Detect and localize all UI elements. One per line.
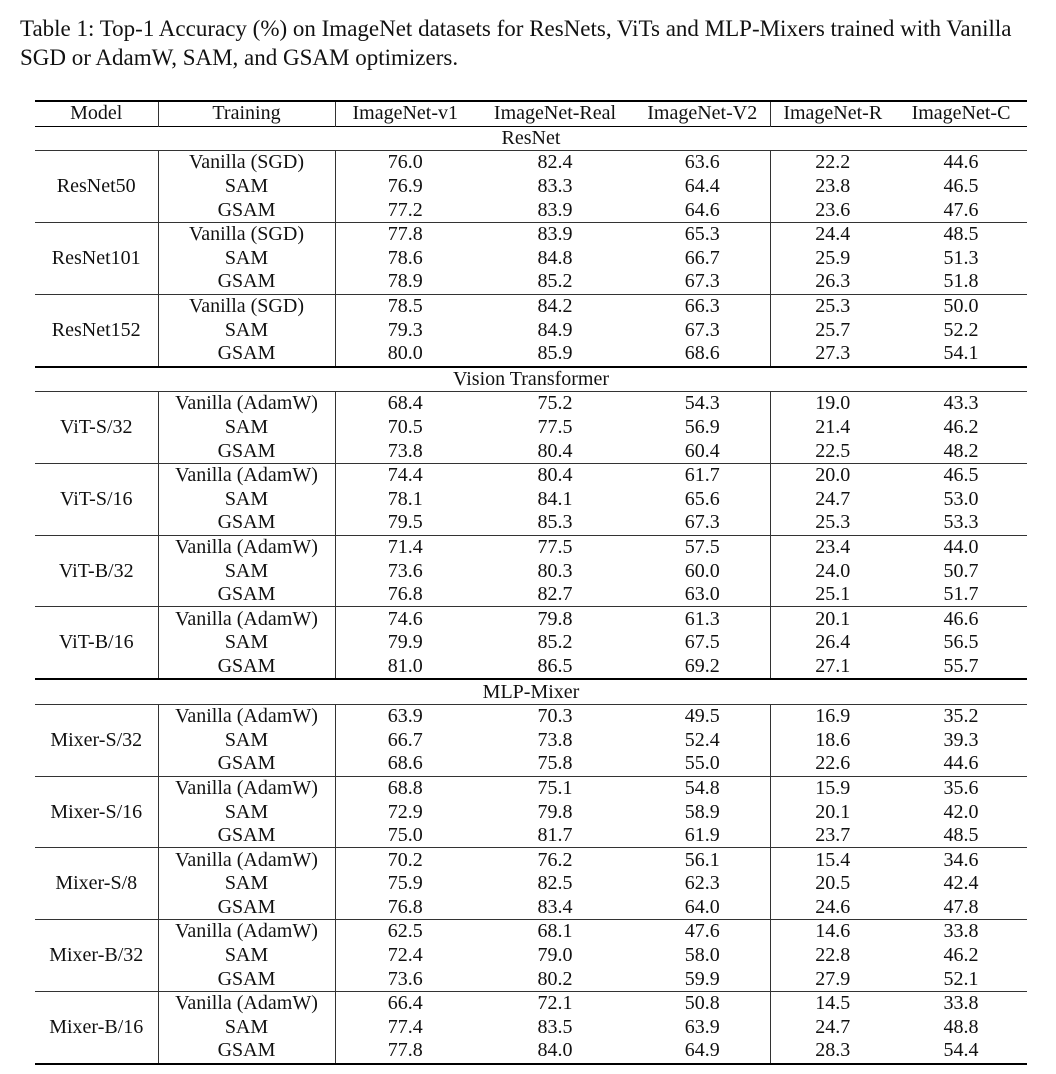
value-cell: 50.7 — [943, 559, 979, 582]
table-row — [35, 583, 1027, 607]
model-cell: ViT-B/16 — [35, 607, 158, 679]
value-cell: 83.4 — [537, 895, 573, 918]
value-cell: 65.3 — [635, 222, 770, 246]
table-row — [35, 198, 1027, 222]
table-row — [35, 318, 1027, 342]
header-imagenet-c: ImageNet-C — [911, 102, 1011, 125]
value-cell: 77.5 — [537, 416, 573, 439]
results-table — [35, 100, 1027, 1065]
table-caption: Table 1: Top-1 Accuracy (%) on ImageNet datasets for ResNets, ViTs and MLP-Mixers trained with Vanilla SGD or AdamW, SAM, and GSAM optimizers. — [20, 16, 1012, 70]
value-cell: 70.2 — [387, 848, 423, 871]
value-cell: 54.3 — [635, 392, 770, 416]
value-cell: 46.6 — [943, 607, 979, 630]
value-cell: 15.4 — [815, 848, 851, 871]
training-cell: SAM — [158, 872, 335, 896]
value-cell: 15.9 — [815, 776, 851, 799]
value-cell: 22.5 — [815, 439, 851, 462]
table-row — [35, 439, 1027, 463]
value-cell: 67.5 — [635, 631, 770, 655]
value-cell: 70.5 — [387, 416, 423, 439]
value-cell: 73.8 — [387, 439, 423, 462]
value-cell: 26.4 — [815, 631, 851, 654]
value-cell: 73.6 — [387, 967, 423, 990]
value-cell: 79.8 — [537, 607, 573, 630]
value-cell: 33.8 — [943, 920, 979, 943]
model-cell: ViT-S/32 — [35, 392, 158, 464]
section-title: MLP-Mixer — [35, 679, 1027, 704]
value-cell: 72.9 — [387, 800, 423, 823]
value-cell: 71.4 — [387, 535, 423, 558]
value-cell: 25.3 — [815, 295, 851, 318]
training-cell: SAM — [158, 944, 335, 968]
section-row — [35, 367, 1027, 392]
model-cell: Mixer-S/8 — [35, 848, 158, 920]
training-cell: GSAM — [158, 511, 335, 535]
training-cell: GSAM — [158, 896, 335, 920]
value-cell: 80.4 — [537, 464, 573, 487]
value-cell: 81.0 — [387, 654, 423, 677]
training-cell: SAM — [158, 488, 335, 512]
value-cell: 33.8 — [943, 992, 979, 1015]
value-cell: 51.8 — [943, 270, 979, 293]
model-cell: ViT-S/16 — [35, 463, 158, 535]
value-cell: 43.3 — [943, 392, 979, 415]
value-cell: 76.9 — [387, 175, 423, 198]
value-cell: 34.6 — [943, 848, 979, 871]
value-cell: 64.4 — [635, 175, 770, 199]
value-cell: 80.0 — [387, 342, 423, 365]
value-cell: 79.0 — [537, 944, 573, 967]
model-cell: ViT-B/32 — [35, 535, 158, 607]
table-row — [35, 1039, 1027, 1064]
value-cell: 19.0 — [815, 392, 851, 415]
value-cell: 44.6 — [943, 752, 979, 775]
value-cell: 27.3 — [815, 342, 851, 365]
value-cell: 60.0 — [635, 559, 770, 583]
value-cell: 48.5 — [943, 824, 979, 847]
table-row — [35, 175, 1027, 199]
value-cell: 16.9 — [815, 705, 851, 728]
value-cell: 58.9 — [635, 800, 770, 824]
value-cell: 46.2 — [943, 416, 979, 439]
value-cell: 80.3 — [537, 559, 573, 582]
value-cell: 42.0 — [943, 800, 979, 823]
value-cell: 14.5 — [815, 992, 851, 1015]
training-cell: SAM — [158, 318, 335, 342]
value-cell: 27.9 — [815, 967, 851, 990]
value-cell: 23.8 — [815, 175, 851, 198]
table-row — [35, 247, 1027, 271]
value-cell: 68.4 — [387, 392, 423, 415]
value-cell: 83.3 — [537, 175, 573, 198]
value-cell: 47.8 — [943, 895, 979, 918]
table-row — [35, 896, 1027, 920]
table-row — [35, 752, 1027, 776]
value-cell: 69.2 — [635, 655, 770, 680]
header-imagenet-r: ImageNet-R — [783, 102, 883, 125]
value-cell: 51.3 — [943, 246, 979, 269]
value-cell: 23.7 — [815, 824, 851, 847]
value-cell: 59.9 — [635, 967, 770, 991]
value-cell: 23.6 — [815, 198, 851, 221]
training-cell: GSAM — [158, 439, 335, 463]
value-cell: 54.8 — [635, 776, 770, 800]
table-row — [35, 655, 1027, 680]
value-cell: 46.5 — [943, 464, 979, 487]
training-cell: Vanilla (SGD) — [158, 294, 335, 318]
value-cell: 79.8 — [537, 800, 573, 823]
value-cell: 55.7 — [943, 654, 979, 677]
value-cell: 78.5 — [387, 295, 423, 318]
value-cell: 77.8 — [387, 223, 423, 246]
training-cell: SAM — [158, 175, 335, 199]
value-cell: 84.9 — [537, 318, 573, 341]
training-cell: Vanilla (SGD) — [158, 222, 335, 246]
value-cell: 83.9 — [537, 198, 573, 221]
value-cell: 27.1 — [815, 654, 851, 677]
header-training: Training — [158, 101, 335, 126]
training-cell: SAM — [158, 728, 335, 752]
value-cell: 25.9 — [815, 246, 851, 269]
table-row — [35, 824, 1027, 848]
value-cell: 61.9 — [635, 824, 770, 848]
value-cell: 72.1 — [537, 992, 573, 1015]
value-cell: 25.1 — [815, 583, 851, 606]
training-cell: SAM — [158, 1016, 335, 1040]
value-cell: 77.4 — [387, 1015, 423, 1038]
model-cell: ResNet50 — [35, 151, 158, 223]
training-cell: SAM — [158, 559, 335, 583]
value-cell: 60.4 — [635, 439, 770, 463]
value-cell: 68.6 — [635, 342, 770, 367]
value-cell: 68.8 — [387, 776, 423, 799]
training-cell: Vanilla (AdamW) — [158, 392, 335, 416]
value-cell: 35.6 — [943, 776, 979, 799]
table-row — [35, 991, 1027, 1015]
value-cell: 75.0 — [387, 824, 423, 847]
value-cell: 14.6 — [815, 920, 851, 943]
table-row — [35, 728, 1027, 752]
value-cell: 82.7 — [537, 583, 573, 606]
value-cell: 53.3 — [943, 511, 979, 534]
value-cell: 85.3 — [537, 511, 573, 534]
value-cell: 72.4 — [387, 944, 423, 967]
value-cell: 51.7 — [943, 583, 979, 606]
value-cell: 75.8 — [537, 752, 573, 775]
training-cell: Vanilla (AdamW) — [158, 848, 335, 872]
value-cell: 39.3 — [943, 728, 979, 751]
table-row — [35, 222, 1027, 246]
training-cell: GSAM — [158, 270, 335, 294]
training-cell: Vanilla (SGD) — [158, 151, 335, 175]
value-cell: 49.5 — [635, 704, 770, 728]
model-cell: ResNet101 — [35, 222, 158, 294]
section-row — [35, 679, 1027, 704]
value-cell: 42.4 — [943, 872, 979, 895]
table-body — [35, 126, 1027, 1064]
value-cell: 84.2 — [537, 295, 573, 318]
table-row — [35, 607, 1027, 631]
table-row — [35, 872, 1027, 896]
section-title: ResNet — [35, 126, 1027, 151]
value-cell: 73.8 — [537, 728, 573, 751]
training-cell: GSAM — [158, 583, 335, 607]
value-cell: 84.8 — [537, 246, 573, 269]
value-cell: 79.9 — [387, 631, 423, 654]
header-imagenet-v2: ImageNet-V2 — [635, 101, 770, 126]
value-cell: 20.0 — [815, 464, 851, 487]
header-row — [35, 101, 1027, 126]
training-cell: SAM — [158, 416, 335, 440]
training-cell: GSAM — [158, 1039, 335, 1064]
value-cell: 58.0 — [635, 944, 770, 968]
value-cell: 63.9 — [635, 1016, 770, 1040]
table-row — [35, 392, 1027, 416]
value-cell: 24.4 — [815, 223, 851, 246]
value-cell: 86.5 — [537, 654, 573, 677]
value-cell: 56.9 — [635, 416, 770, 440]
value-cell: 81.7 — [537, 824, 573, 847]
value-cell: 20.5 — [815, 872, 851, 895]
table-row — [35, 488, 1027, 512]
training-cell: GSAM — [158, 342, 335, 367]
table-row — [35, 294, 1027, 318]
value-cell: 52.1 — [943, 967, 979, 990]
value-cell: 57.5 — [635, 535, 770, 559]
value-cell: 63.9 — [387, 705, 423, 728]
table-row — [35, 848, 1027, 872]
value-cell: 21.4 — [815, 416, 851, 439]
value-cell: 22.8 — [815, 944, 851, 967]
value-cell: 80.4 — [537, 439, 573, 462]
value-cell: 53.0 — [943, 487, 979, 510]
value-cell: 52.4 — [635, 728, 770, 752]
model-cell: ResNet152 — [35, 294, 158, 366]
table-row — [35, 535, 1027, 559]
training-cell: Vanilla (AdamW) — [158, 535, 335, 559]
table-row — [35, 511, 1027, 535]
value-cell: 20.1 — [815, 607, 851, 630]
training-cell: SAM — [158, 800, 335, 824]
value-cell: 62.5 — [387, 920, 423, 943]
value-cell: 44.6 — [943, 151, 979, 174]
value-cell: 66.7 — [387, 728, 423, 751]
table-row — [35, 463, 1027, 487]
value-cell: 25.7 — [815, 318, 851, 341]
value-cell: 85.9 — [537, 342, 573, 365]
training-cell: Vanilla (AdamW) — [158, 776, 335, 800]
value-cell: 22.2 — [815, 151, 851, 174]
value-cell: 76.8 — [387, 583, 423, 606]
value-cell: 77.2 — [387, 198, 423, 221]
value-cell: 64.0 — [635, 896, 770, 920]
value-cell: 48.2 — [943, 439, 979, 462]
value-cell: 54.1 — [943, 342, 979, 365]
value-cell: 52.2 — [943, 318, 979, 341]
training-cell: Vanilla (AdamW) — [158, 920, 335, 944]
training-cell: Vanilla (AdamW) — [158, 463, 335, 487]
value-cell: 76.0 — [387, 151, 423, 174]
value-cell: 75.2 — [537, 392, 573, 415]
value-cell: 46.2 — [943, 944, 979, 967]
training-cell: Vanilla (AdamW) — [158, 704, 335, 728]
training-cell: GSAM — [158, 967, 335, 991]
value-cell: 66.7 — [635, 247, 770, 271]
value-cell: 48.8 — [943, 1015, 979, 1038]
training-cell: GSAM — [158, 752, 335, 776]
model-cell: Mixer-S/16 — [35, 776, 158, 848]
value-cell: 55.0 — [635, 752, 770, 776]
value-cell: 68.1 — [537, 920, 573, 943]
value-cell: 24.6 — [815, 895, 851, 918]
table-row — [35, 631, 1027, 655]
value-cell: 66.3 — [635, 294, 770, 318]
value-cell: 73.6 — [387, 559, 423, 582]
value-cell: 50.8 — [635, 991, 770, 1015]
table-row — [35, 559, 1027, 583]
value-cell: 24.7 — [815, 1015, 851, 1038]
table-row — [35, 776, 1027, 800]
value-cell: 80.2 — [537, 967, 573, 990]
table-row — [35, 920, 1027, 944]
value-cell: 48.5 — [943, 223, 979, 246]
value-cell: 24.0 — [815, 559, 851, 582]
value-cell: 20.1 — [815, 800, 851, 823]
value-cell: 61.3 — [635, 607, 770, 631]
value-cell: 79.5 — [387, 511, 423, 534]
header-imagenet-v1: ImageNet-v1 — [352, 102, 458, 125]
value-cell: 26.3 — [815, 270, 851, 293]
section-row — [35, 126, 1027, 151]
table-row — [35, 800, 1027, 824]
value-cell: 84.1 — [537, 487, 573, 510]
value-cell: 77.8 — [387, 1039, 423, 1062]
value-cell: 83.9 — [537, 223, 573, 246]
table-row — [35, 704, 1027, 728]
value-cell: 22.6 — [815, 752, 851, 775]
value-cell: 85.2 — [537, 270, 573, 293]
value-cell: 54.4 — [943, 1039, 979, 1062]
value-cell: 50.0 — [943, 295, 979, 318]
table-row — [35, 342, 1027, 367]
value-cell: 78.9 — [387, 270, 423, 293]
value-cell: 65.6 — [635, 488, 770, 512]
value-cell: 56.1 — [635, 848, 770, 872]
training-cell: SAM — [158, 631, 335, 655]
value-cell: 23.4 — [815, 535, 851, 558]
value-cell: 75.1 — [537, 776, 573, 799]
table-row — [35, 967, 1027, 991]
value-cell: 78.6 — [387, 246, 423, 269]
value-cell: 74.4 — [387, 464, 423, 487]
value-cell: 24.7 — [815, 487, 851, 510]
table-row — [35, 151, 1027, 175]
value-cell: 68.6 — [387, 752, 423, 775]
value-cell: 70.3 — [537, 705, 573, 728]
value-cell: 67.3 — [635, 318, 770, 342]
value-cell: 75.9 — [387, 872, 423, 895]
training-cell: GSAM — [158, 198, 335, 222]
value-cell: 28.3 — [815, 1039, 851, 1062]
value-cell: 67.3 — [635, 270, 770, 294]
training-cell: GSAM — [158, 824, 335, 848]
value-cell: 76.8 — [387, 895, 423, 918]
header-imagenet-real: ImageNet-Real — [493, 102, 617, 125]
value-cell: 84.0 — [537, 1039, 573, 1062]
value-cell: 47.6 — [635, 920, 770, 944]
value-cell: 35.2 — [943, 705, 979, 728]
training-cell: Vanilla (AdamW) — [158, 607, 335, 631]
training-cell: Vanilla (AdamW) — [158, 991, 335, 1015]
table-row — [35, 944, 1027, 968]
value-cell: 66.4 — [387, 992, 423, 1015]
value-cell: 47.6 — [943, 198, 979, 221]
value-cell: 74.6 — [387, 607, 423, 630]
value-cell: 61.7 — [635, 463, 770, 487]
value-cell: 64.6 — [635, 198, 770, 222]
value-cell: 82.4 — [537, 151, 573, 174]
model-cell: Mixer-B/32 — [35, 920, 158, 992]
value-cell: 46.5 — [943, 175, 979, 198]
table-row — [35, 270, 1027, 294]
header-model: Model — [35, 101, 158, 126]
value-cell: 77.5 — [537, 535, 573, 558]
value-cell: 83.5 — [537, 1015, 573, 1038]
value-cell: 56.5 — [943, 631, 979, 654]
value-cell: 62.3 — [635, 872, 770, 896]
value-cell: 78.1 — [387, 487, 423, 510]
value-cell: 25.3 — [815, 511, 851, 534]
table-row — [35, 416, 1027, 440]
value-cell: 63.0 — [635, 583, 770, 607]
value-cell: 67.3 — [635, 511, 770, 535]
value-cell: 79.3 — [387, 318, 423, 341]
value-cell: 85.2 — [537, 631, 573, 654]
section-title: Vision Transformer — [35, 367, 1027, 392]
training-cell: GSAM — [158, 655, 335, 680]
value-cell: 18.6 — [815, 728, 851, 751]
value-cell: 64.9 — [635, 1039, 770, 1064]
value-cell: 76.2 — [537, 848, 573, 871]
value-cell: 44.0 — [943, 535, 979, 558]
value-cell: 63.6 — [635, 151, 770, 175]
model-cell: Mixer-S/32 — [35, 704, 158, 776]
model-cell: Mixer-B/16 — [35, 991, 158, 1063]
table-row — [35, 1016, 1027, 1040]
training-cell: SAM — [158, 247, 335, 271]
value-cell: 82.5 — [537, 872, 573, 895]
